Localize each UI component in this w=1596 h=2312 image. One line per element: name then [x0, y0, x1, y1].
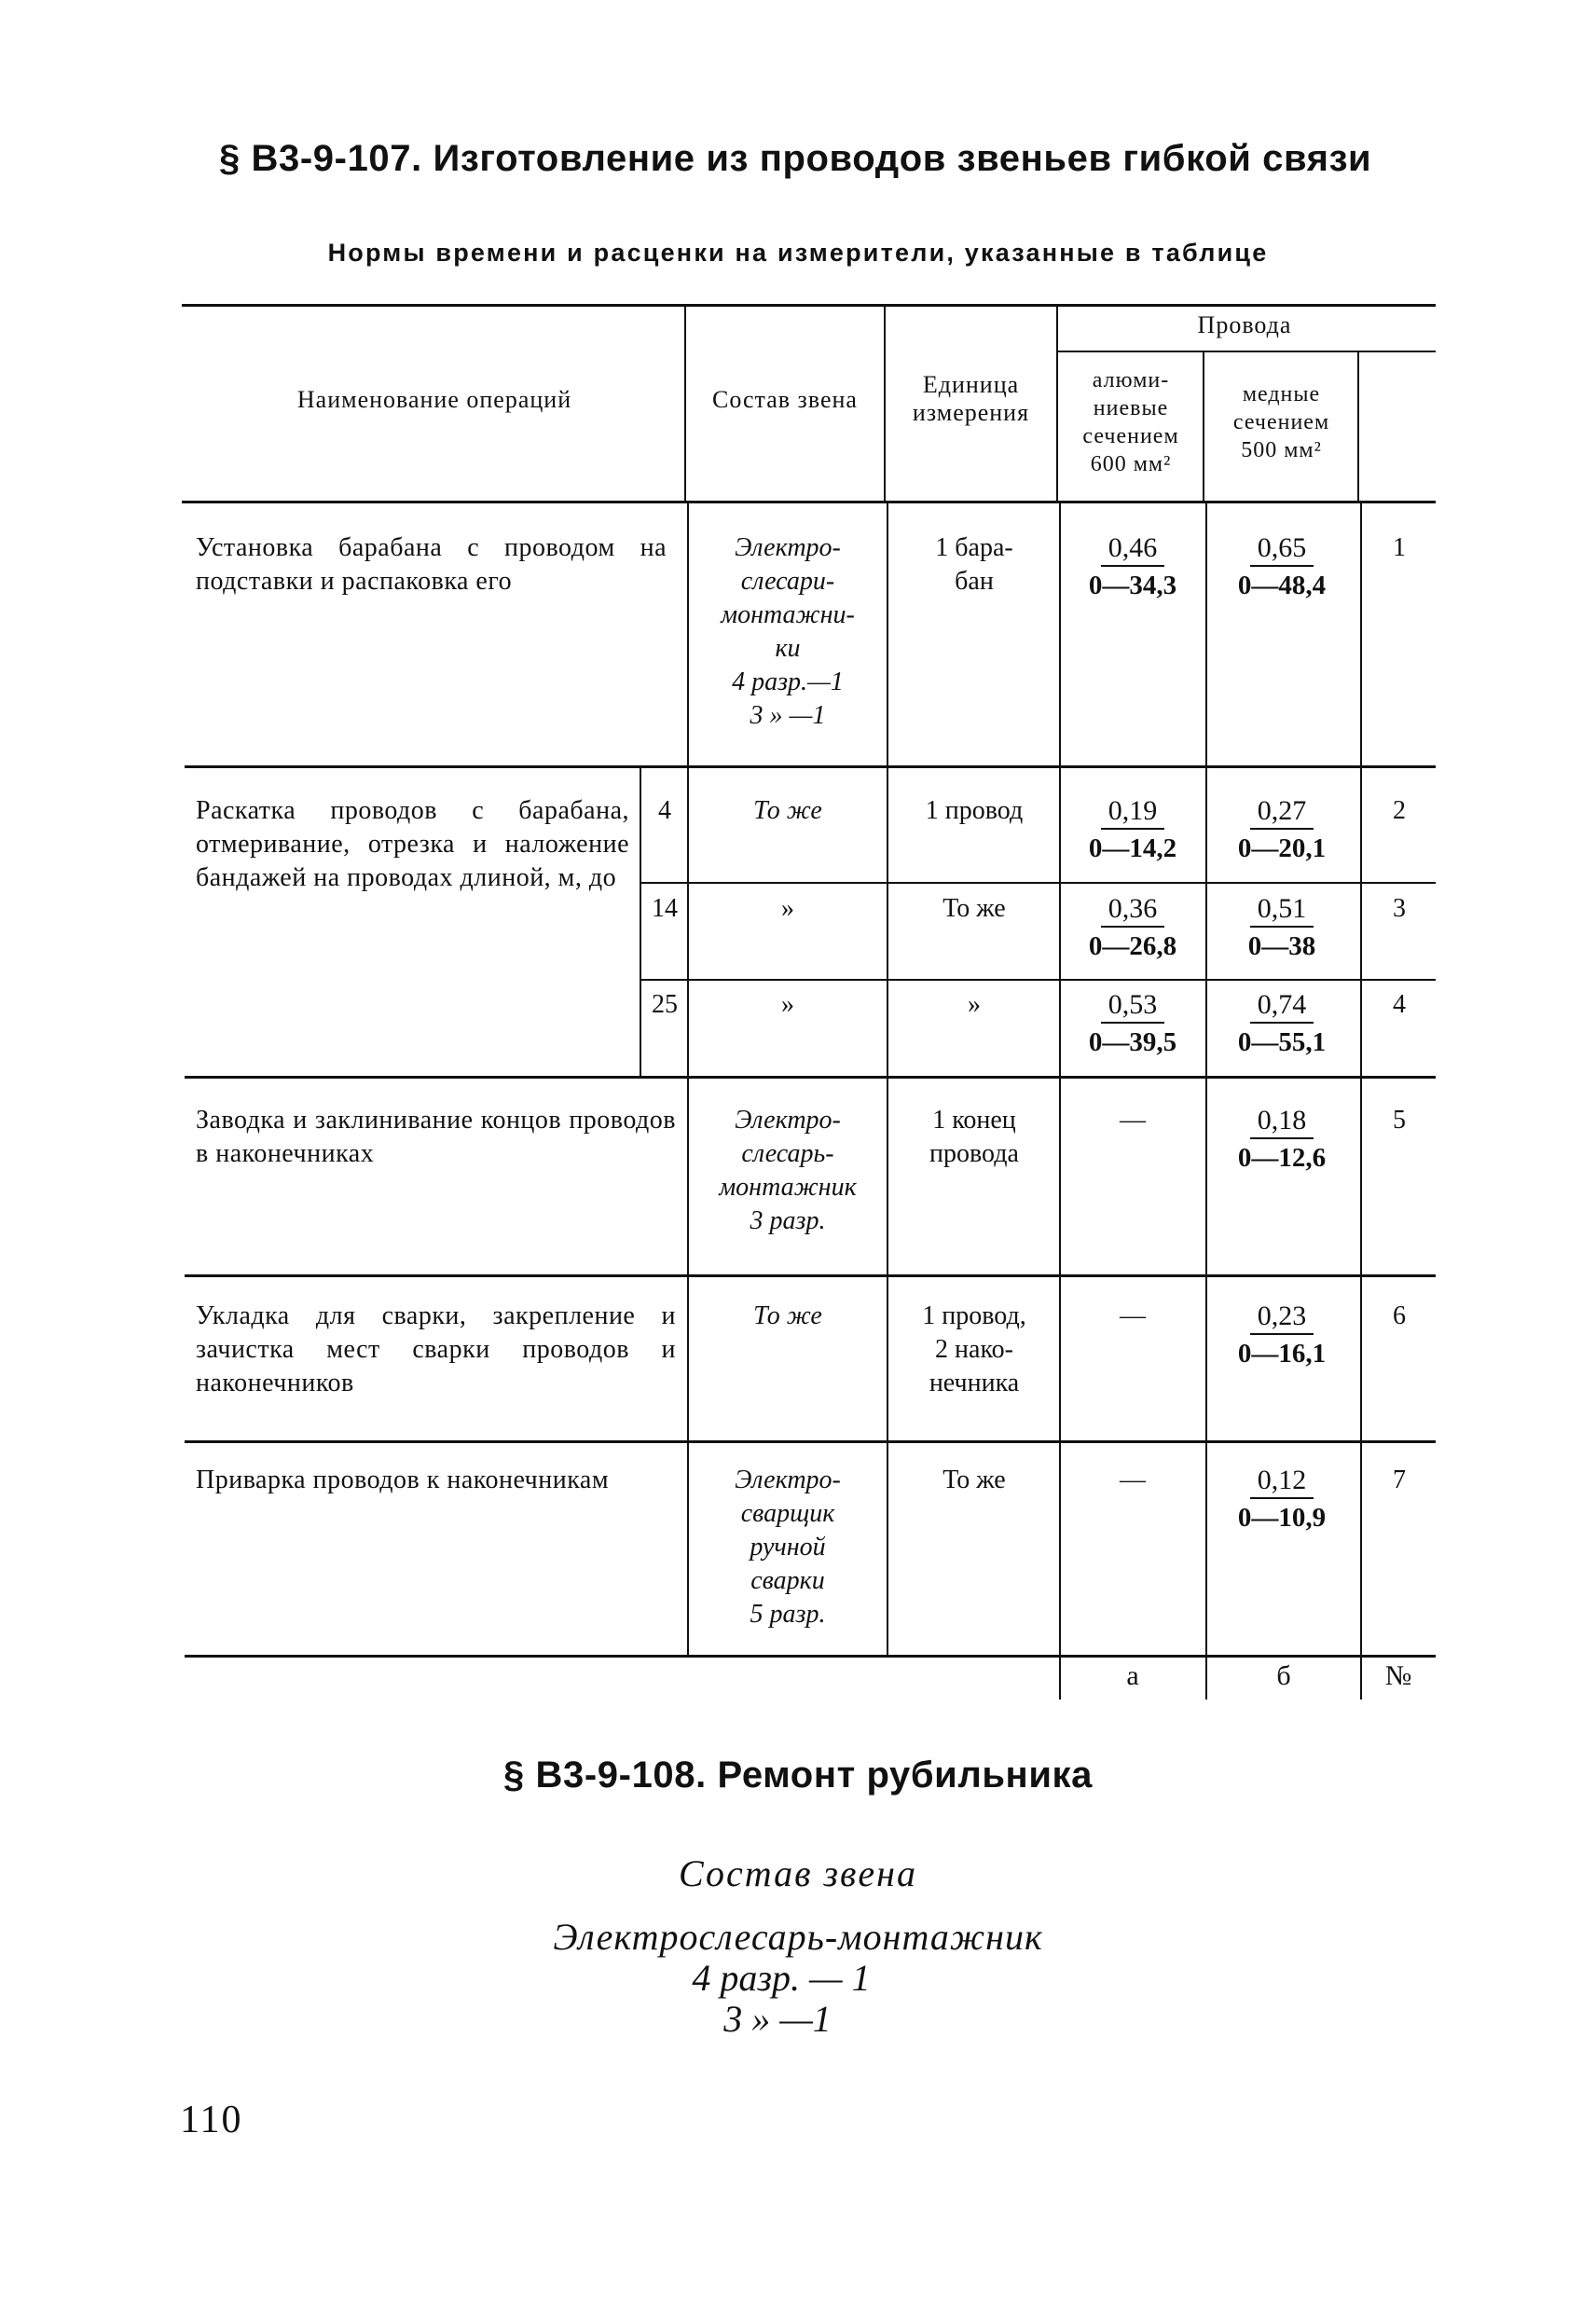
crew-6: То же: [753, 1301, 822, 1330]
value-a-3: $\frac{0,36}{0—26,8}$: [1088, 893, 1177, 961]
value-b-7: $\frac{0,12}{0—10,9}$: [1237, 1465, 1327, 1533]
rule-top: [182, 304, 1436, 307]
rule-row3: [640, 979, 1436, 981]
operation-6: Укладка для сварки, закрепление и зачистка мест сварки проводов и наконечников: [196, 1301, 676, 1397]
value-b-5: $\frac{0,18}{0—12,6}$: [1237, 1105, 1327, 1173]
length-14: 14: [652, 894, 678, 923]
row-number-6: 6: [1393, 1301, 1406, 1330]
rule-row1: [185, 765, 1436, 768]
value-a-5: —: [1120, 1106, 1146, 1135]
row-number-3: 3: [1393, 894, 1406, 923]
value-a-6: —: [1120, 1301, 1146, 1330]
value-a-1: $\frac{0,46}{0—34,3}$: [1088, 532, 1177, 600]
vrule-f2: [1205, 1655, 1207, 1700]
value-b-4: $\frac{0,74}{0—55,1}$: [1237, 989, 1327, 1057]
value-a-2: $\frac{0,19}{0—14,2}$: [1088, 795, 1177, 863]
unit-6: 1 провод, 2 нако- нечника: [922, 1301, 1026, 1397]
row-number-4: 4: [1393, 990, 1406, 1019]
rule-table-bottom: [185, 1655, 1436, 1658]
value-b-2: $\frac{0,27}{0—20,1}$: [1237, 795, 1327, 863]
length-4: 4: [658, 796, 671, 825]
unit-4: »: [968, 990, 981, 1019]
header-unit: Единица измерения: [912, 371, 1030, 426]
header-aluminum: алюми- ниевые сечением 600 мм²: [1082, 368, 1179, 476]
value-a-4: $\frac{0,53}{0—39,5}$: [1088, 989, 1177, 1057]
section-subtitle: Нормы времени и расценки на измерители, указанные в таблице: [327, 239, 1269, 267]
value-b-1: $\frac{0,65}{0—48,4}$: [1237, 532, 1327, 600]
rule-row4: [185, 1076, 1436, 1079]
unit-3: То же: [942, 894, 1006, 923]
page-number: 110: [180, 2099, 243, 2141]
unit-7: То же: [942, 1466, 1006, 1494]
crew-line-2: 4 разр. — 1: [692, 1957, 871, 1999]
column-label-a: а: [1126, 1660, 1139, 1691]
section-2-title: § В3-9-108. Ремонт рубильника: [503, 1755, 1093, 1796]
vrule-b5: [1360, 501, 1362, 1655]
header-copper: медные сечением 500 мм²: [1232, 382, 1330, 462]
vrule-b4: [1205, 501, 1207, 1655]
crew-line-3: 3 » —1: [723, 1998, 832, 2040]
crew-4: »: [781, 990, 794, 1019]
vrule-len-left: [640, 765, 641, 1076]
header-wires: Провода: [1197, 311, 1292, 338]
section-title: § В3-9-107. Изготовление из проводов звеньев гибкой связи: [219, 138, 1372, 179]
crew-3: »: [781, 894, 794, 923]
unit-5: 1 конец провода: [929, 1106, 1019, 1168]
header-crew: Состав звена: [712, 386, 858, 413]
crew-line-1: Электрослесарь-монтажник: [553, 1916, 1043, 1958]
rule-wires-header: [1056, 351, 1436, 352]
value-a-7: —: [1120, 1466, 1146, 1494]
crew-heading: Состав звена: [678, 1852, 917, 1894]
row-number-7: 7: [1393, 1466, 1406, 1494]
rule-row2: [640, 882, 1436, 884]
rule-header-bottom: [182, 501, 1436, 503]
vrule-b3: [1059, 501, 1061, 1655]
vrule-f1: [1059, 1655, 1061, 1700]
vrule-h5: [1357, 351, 1359, 501]
column-label-b: б: [1276, 1660, 1291, 1691]
operation-2: Раскатка проводов с барабана, отмеривание, отрезка и наложение бандажей на проводах длиной, м, до: [196, 796, 629, 892]
vrule-b2: [887, 501, 888, 1655]
operation-7: Приварка проводов к наконечникам: [196, 1466, 610, 1494]
column-label-no: №: [1384, 1660, 1412, 1691]
value-b-3: $\frac{0,51}{0—38}$: [1247, 893, 1316, 961]
row-number-2: 2: [1393, 796, 1406, 825]
row-number-5: 5: [1393, 1106, 1406, 1135]
unit-2: 1 провод: [925, 796, 1024, 825]
header-operation: Наименование операций: [296, 386, 572, 413]
crew-7: Электро- сварщик ручной сварки 5 разр.: [735, 1466, 841, 1629]
unit-1: 1 бара- бан: [935, 533, 1013, 596]
value-b-6: $\frac{0,23}{0—16,1}$: [1237, 1300, 1327, 1369]
vrule-h4: [1203, 351, 1204, 501]
vrule-b1: [687, 501, 689, 1655]
crew-1: Электро- слесари- монтажни- ки 4 разр.—1 3 » —1: [721, 533, 855, 730]
crew-5: Электро- слесарь- монтажник 3 разр.: [719, 1106, 857, 1235]
rule-row5: [185, 1274, 1436, 1277]
crew-2: То же: [753, 796, 822, 825]
operation-5: Заводка и заклинивание концов проводов в наконечниках: [196, 1106, 676, 1168]
rule-row6: [185, 1440, 1436, 1443]
length-25: 25: [652, 990, 678, 1019]
row-number-1: 1: [1393, 533, 1406, 562]
vrule-f3: [1360, 1655, 1362, 1700]
operation-1: Установка барабана с проводом на подставки и распаковка его: [196, 533, 667, 596]
